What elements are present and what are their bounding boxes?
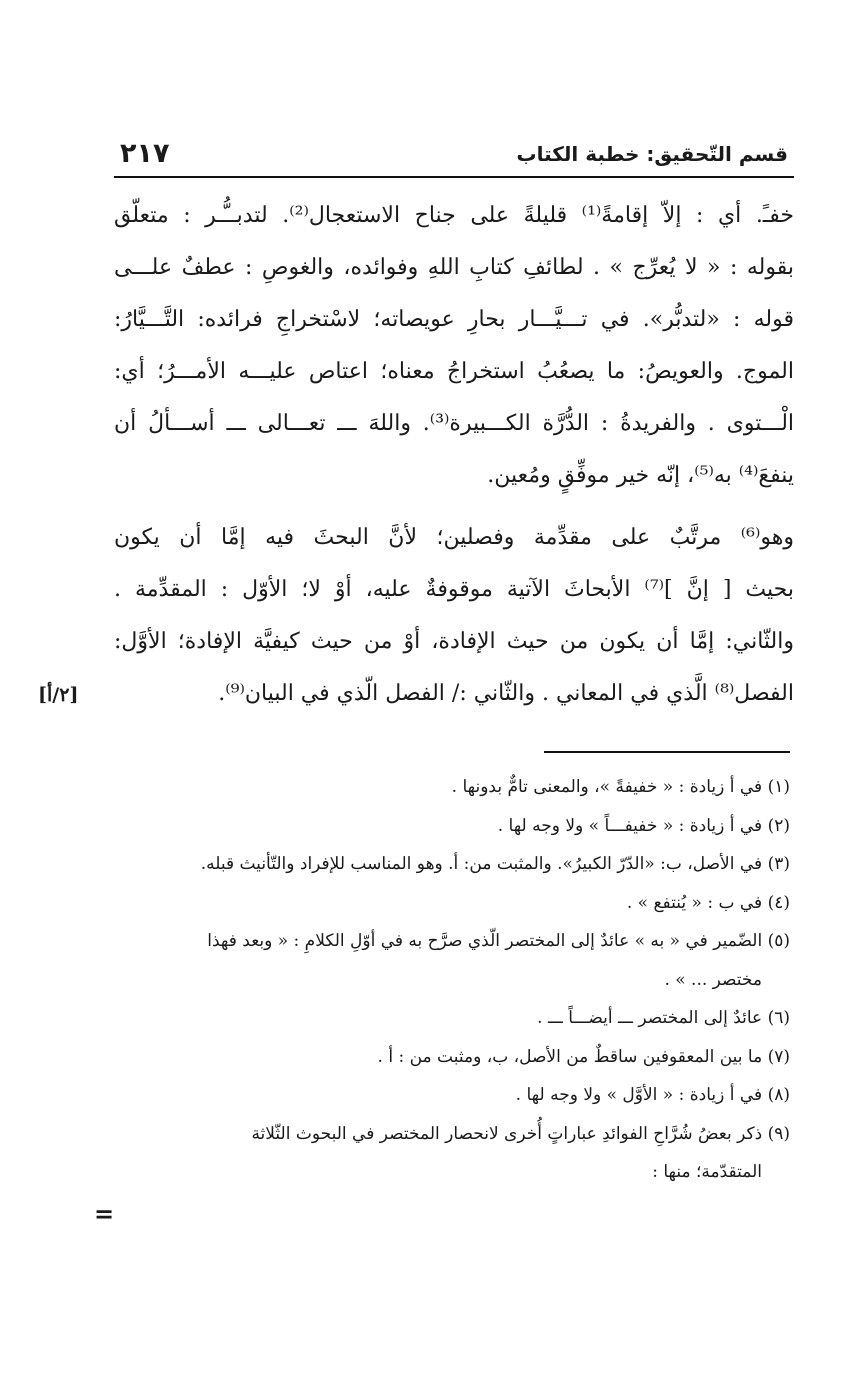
text-line: الموج. والعويصُ: ما يصعُبُ استخراجُ معناه؛ اعتاص عليـــه الأمـــرُ؛ أي:: [114, 359, 794, 384]
footnote: (٧) ما بين المعقوفين ساقطٌ من الأصل، ب، ومثبت من : أ .: [377, 1046, 790, 1067]
page-header: [114, 138, 794, 178]
footnote: (٨) في أ زيادة : « الأوَّل » ولا وجه لها .: [515, 1085, 790, 1105]
text-line: خفـً. أي : إلاّ إقامةً⁽¹⁾ قليلةً على جناح الاستعجال⁽²⁾. لتدبــُّـر : متعلّق: [114, 203, 794, 228]
footnote: (٤) في ب : « يُنتفع » .: [626, 892, 790, 913]
text-line: ينفعَ⁽⁴⁾ به⁽⁵⁾، إنّه خير موفِّقٍ ومُعين.: [487, 463, 794, 488]
continuation-mark: =: [94, 1200, 115, 1228]
text-line: والثّاني: إمَّا أن يكون من حيث الإفادة، أوْ من حيث كيفيَّة الإفادة؛ الأوَّل:: [114, 629, 794, 654]
text-line: الْـــتوى . والفريدةُ : الدُّرَّة الكـــبيرة⁽³⁾. واللهَ ـــ تعـــالى ـــ أســـألُ أن: [114, 411, 794, 436]
footnote-rule: [544, 751, 790, 753]
footnote: (٩) ذكر بعضُ شُرَّاحِ الفوائدِ عباراتٍ أُخرى لانحصار المختصر في البحوث الثّلاثة: [251, 1123, 790, 1144]
main-text: [114, 190, 794, 720]
footnote: (٥) الضّمير في « به » عائدٌ إلى المختصر الّذي صرَّح به في أوّلِ الكلامِ : « وبعد فهذا: [207, 931, 790, 951]
footnote: (٦) عائدٌ إلى المختصر ـــ أيضـــاً ـــ .: [537, 1008, 790, 1028]
text-line: قوله : «لتدبُّر». في تـــيَّـــار بحارِ عويصاته؛ لاسْتخراجِ فرائده: التَّـــيَّارُ:: [114, 307, 794, 332]
folio-marker: [٢/أ]: [38, 684, 79, 706]
running-title: قسم التّحقيق: خطبة الكتاب: [516, 142, 788, 166]
footnotes: [100, 768, 790, 1192]
footnote: (٢) في أ زيادة : « خفيفـــاً » ولا وجه لها .: [497, 815, 790, 836]
footnote-continuation: المتقدّمة؛ منها :: [652, 1162, 762, 1182]
footnote: (١) في أ زيادة : « خفيفةً »، والمعنى تامٌّ بدونها .: [451, 777, 790, 797]
text-line: الفصل⁽⁸⁾ الَّذي في المعاني . والثّاني :/ الفصل الّذي في البيان⁽⁹⁾.: [218, 681, 794, 706]
text-line: بقوله : « لا يُعرِّج » . لطائفِ كتابِ اللهِ وفوائده، والغوصِ : عطفٌ علـــى: [114, 255, 794, 280]
footnote: (٣) في الأصل، ب: «الدّرّ الكبيرُ». والمثبت من: أ. وهو المناسب للإفراد والتّأنيث قبله.: [200, 854, 790, 874]
page-number: ٢١٧: [120, 138, 170, 169]
footnote-continuation: مختصر ... » .: [664, 969, 762, 990]
text-line: وهو⁽⁶⁾ مرتَّبٌ على مقدِّمة وفصلين؛ لأنَّ البحثَ فيه إمَّا أن يكون: [114, 525, 794, 550]
text-line: بحيث [ إنَّ ]⁽⁷⁾ الأبحاثَ الآتية موقوفةٌ عليه، أوْ لا؛ الأوّل : المقدِّمة .: [114, 577, 794, 602]
header-rule: [114, 176, 794, 178]
